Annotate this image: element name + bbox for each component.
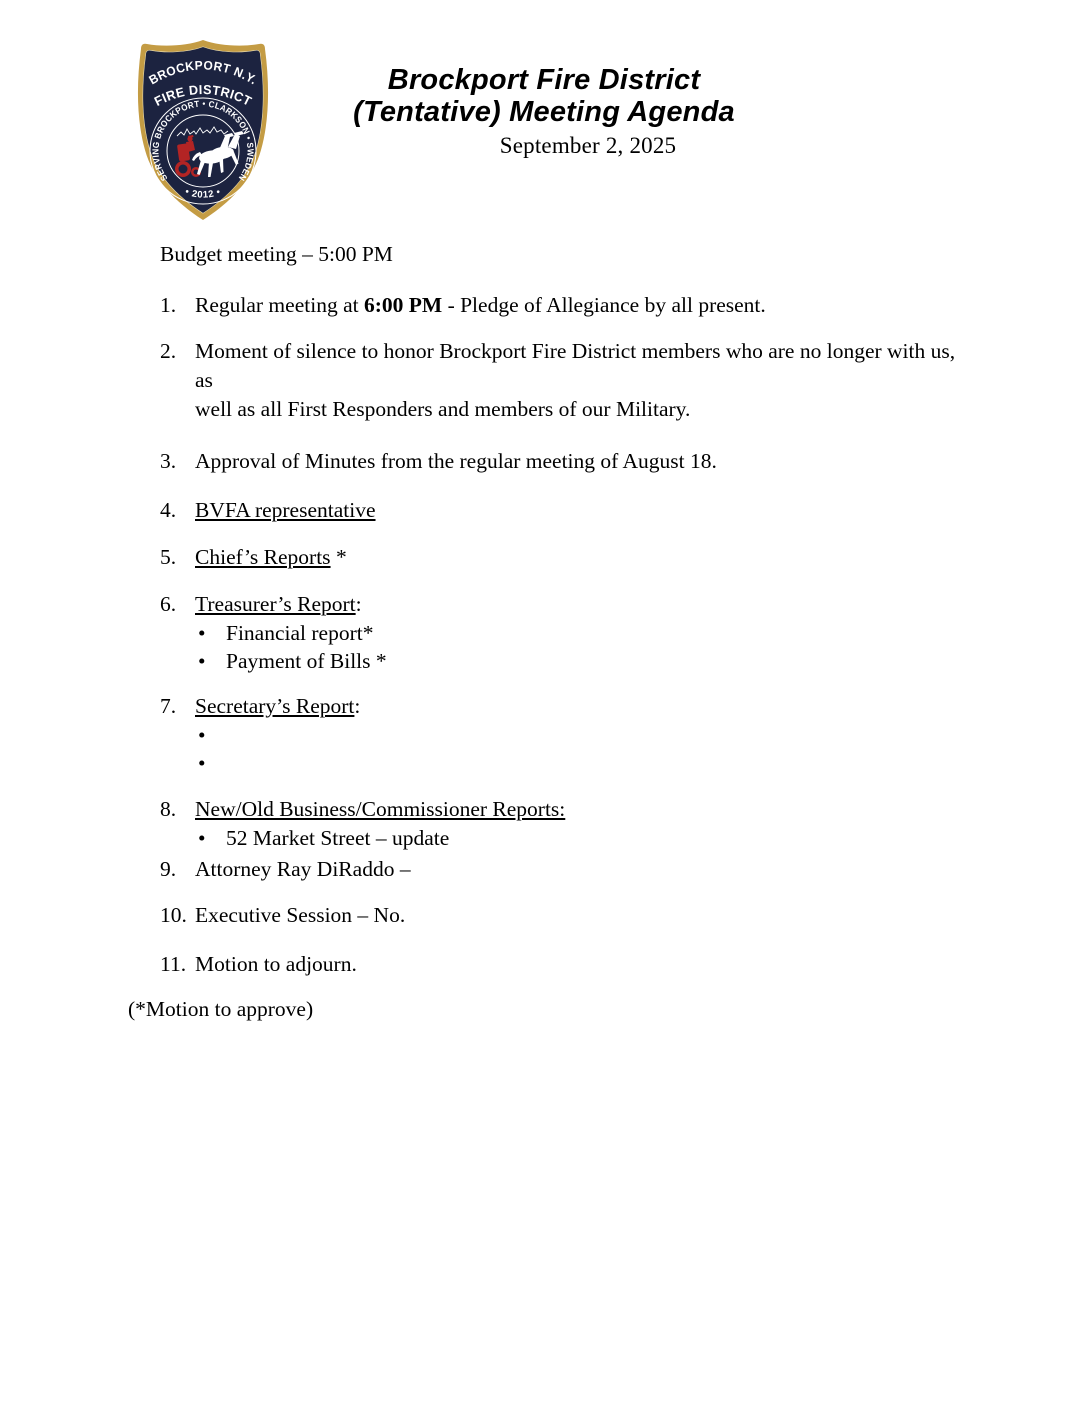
patch-arc-text-2: FIRE DISTRICT: [151, 81, 255, 109]
agenda-item-4: [160, 496, 960, 525]
agenda-item-8: [160, 795, 960, 852]
item-text-segment: - Pledge of Allegiance by all present.: [442, 293, 766, 317]
item-text: Attorney Ray DiRaddo –: [195, 857, 411, 881]
item-text: [195, 543, 960, 572]
item-number: 1.: [160, 293, 177, 317]
sub-bullet: [195, 721, 960, 749]
sub-bullet: [195, 749, 960, 777]
item-text-underlined: Chief’s Reports: [195, 545, 331, 569]
item-number: 5.: [160, 545, 177, 569]
bullet-text: Financial report*: [226, 621, 374, 645]
item-text-underlined: New/Old Business/Commissioner Reports:: [195, 797, 566, 821]
item-text-underlined: Treasurer’s Report: [195, 592, 356, 616]
patch-arc-text-1: BROCKPORT N.Y.: [146, 58, 260, 88]
bullet-icon: •: [198, 723, 206, 747]
document-title-line2: (Tentative) Meeting Agenda: [353, 96, 735, 128]
agenda-item-1: [160, 291, 960, 320]
bullet-icon: •: [198, 751, 206, 775]
item-number: 4.: [160, 498, 177, 522]
item-text-underlined: BVFA representative: [195, 498, 376, 522]
agenda-item-2: [160, 337, 960, 424]
item-text-segment: :: [354, 694, 361, 718]
agenda-item-3: [160, 447, 960, 476]
patch-ring-year: • 2012 •: [183, 186, 223, 201]
document-header: [0, 0, 1088, 240]
bullet-icon: •: [198, 826, 206, 850]
agenda-item-9: [160, 855, 960, 884]
item-text: [195, 337, 960, 424]
bullet-text: [226, 721, 960, 749]
sub-bullet: [195, 647, 960, 675]
item-text: Executive Session – No.: [195, 903, 406, 927]
agenda-item-7: [160, 692, 960, 777]
item-text-segment: :: [355, 592, 362, 616]
agenda-body: [0, 240, 1088, 979]
item-number: 3.: [160, 449, 177, 473]
agenda-item-5: [160, 543, 960, 572]
item-number: 2.: [160, 339, 177, 363]
item-text: [195, 590, 960, 675]
sub-bullet: [195, 824, 960, 852]
item-text: [195, 692, 960, 777]
item-text: [195, 795, 960, 852]
bullet-icon: •: [198, 649, 206, 673]
footnote: (*Motion to approve): [128, 997, 314, 1021]
item-text: [195, 291, 960, 320]
item-text-bold: 6:00 PM: [363, 293, 443, 317]
item-number: 10.: [160, 903, 187, 927]
bullet-text: Payment of Bills *: [226, 649, 387, 673]
item-text-segment: *: [330, 545, 347, 569]
item-text: Motion to adjourn.: [195, 952, 357, 976]
agenda-item-10: [160, 901, 960, 930]
item-text: [195, 496, 960, 525]
bullet-text: 52 Market Street – update: [226, 826, 450, 850]
patch-ring-text: SERVING BROCKPORT • CLARKSON • SWEDEN: [150, 98, 256, 184]
item-number: 11.: [160, 952, 187, 976]
item-number: 6.: [160, 592, 177, 616]
bullet-text: [226, 749, 960, 777]
pre-meeting-note: Budget meeting – 5:00 PM: [160, 242, 393, 266]
item-number: 9.: [160, 857, 177, 881]
document-title-line1: Brockport Fire District: [387, 64, 701, 96]
item-text-segment: Moment of silence to honor Brockport Fire District members who are no longer with us, as: [195, 339, 956, 392]
agenda-item-6: [160, 590, 960, 675]
sub-bullet: [195, 619, 960, 647]
item-number: 7.: [160, 694, 177, 718]
item-number: 8.: [160, 797, 177, 821]
item-text-segment: Regular meeting at: [195, 293, 364, 317]
document-date: September 2, 2025: [499, 133, 677, 158]
item-text-segment: well as all First Responders and members of our Military.: [195, 397, 691, 421]
item-text: Approval of Minutes from the regular meeting of August 18.: [195, 449, 717, 473]
bullet-icon: •: [198, 621, 206, 645]
item-text-underlined: Secretary’s Report: [195, 694, 355, 718]
title-block: [0, 64, 1088, 159]
agenda-item-11: [160, 950, 960, 979]
